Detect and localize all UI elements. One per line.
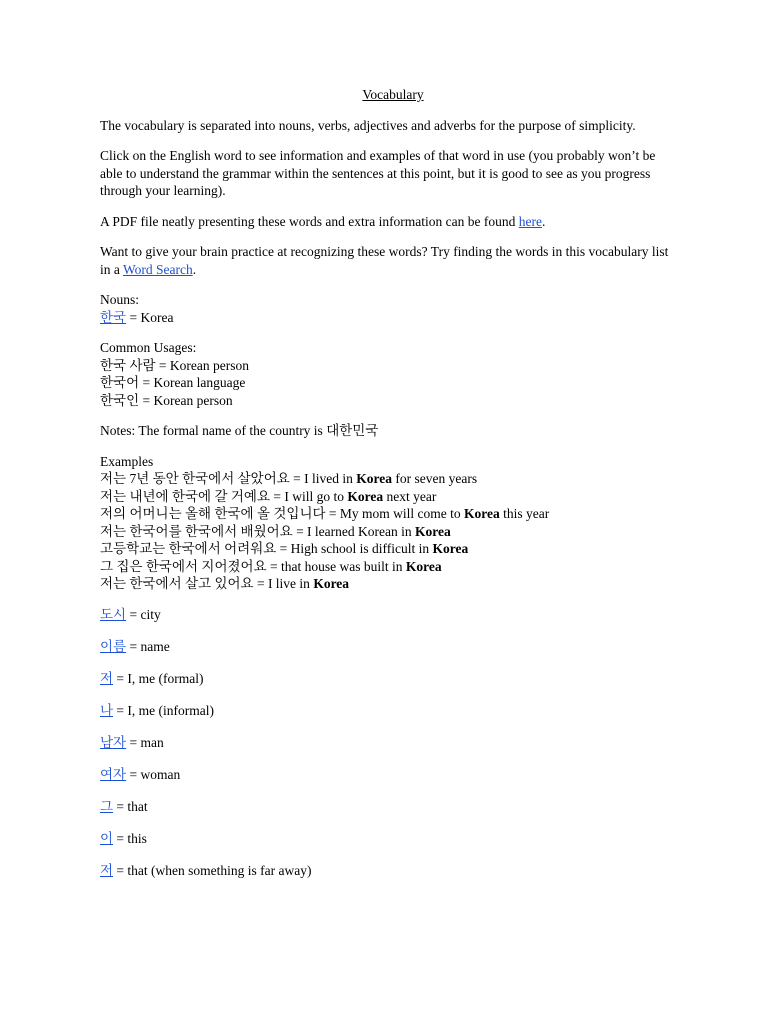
example-sentence bbox=[100, 470, 680, 488]
vocab-meaning: = I, me (informal) bbox=[113, 702, 215, 718]
example-text: 고등학교는 한국에서 어려워요 = High school is difficult in bbox=[100, 541, 433, 556]
example-text: 저는 한국어를 한국에서 배웠어요 = I learned Korean in bbox=[100, 523, 416, 539]
vocab-entry-that bbox=[100, 798, 680, 816]
example-bold: Korea bbox=[432, 541, 469, 556]
common-usages-section bbox=[100, 339, 680, 409]
notes-text: Notes: The formal name of the country is bbox=[100, 423, 327, 438]
click-info-paragraph: Click on the English word to see information and examples of that word in use (you probably won’t be able to understand the grammar within the sentences at this point, but it is good to see as you progress through your learning). bbox=[100, 148, 656, 198]
intro-paragraph: The vocabulary is separated into nouns, verbs, adjectives and adverbs for the purpose of simplicity. bbox=[100, 117, 636, 133]
word-search-text: Want to give your brain practice at recognizing these words? Try finding the words in this vocabulary list in a bbox=[100, 244, 669, 277]
vocab-meaning: = city bbox=[126, 606, 161, 622]
pdf-here-link[interactable]: here bbox=[518, 213, 543, 229]
example-sentence bbox=[100, 505, 680, 523]
vocab-meaning: = name bbox=[126, 638, 170, 654]
example-text: 저의 어머니는 올해 한국에 올 것입니다 = My mom will come to bbox=[100, 506, 465, 521]
examples-section bbox=[100, 453, 680, 593]
example-sentence bbox=[100, 558, 680, 576]
nouns-heading: Nouns: bbox=[100, 292, 140, 307]
vocab-meaning: = that (when something is far away) bbox=[113, 862, 312, 878]
common-usage-item: 한국 사람 = Korean person bbox=[100, 357, 249, 373]
example-bold: Korea bbox=[464, 506, 500, 521]
example-bold: Korea bbox=[415, 523, 451, 539]
document-content bbox=[100, 86, 680, 894]
example-sentence bbox=[100, 575, 680, 593]
example-text: 그 집은 한국에서 지어졌어요 = that house was built in bbox=[100, 558, 406, 574]
example-text: 저는 7년 동안 한국에서 살았어요 = I lived in bbox=[100, 471, 357, 486]
vocab-entry-i-formal bbox=[100, 670, 680, 688]
vocab-entry-name bbox=[100, 638, 680, 656]
pdf-text-end: . bbox=[542, 213, 546, 229]
vocab-meaning: = Korea bbox=[126, 309, 174, 325]
page-title: Vocabulary bbox=[362, 87, 424, 102]
vocab-word-link[interactable]: 도시 bbox=[100, 606, 127, 622]
example-bold: Korea bbox=[313, 576, 350, 591]
word-search-link[interactable]: Word Search bbox=[123, 261, 193, 277]
vocab-word-link[interactable]: 한국 bbox=[100, 309, 127, 325]
vocab-meaning: = that bbox=[113, 798, 148, 814]
vocab-entry-korea bbox=[100, 309, 680, 327]
vocab-meaning: = man bbox=[126, 734, 164, 750]
word-search-text-end: . bbox=[192, 261, 197, 277]
example-sentence bbox=[100, 540, 680, 558]
vocab-entry-woman bbox=[100, 766, 680, 784]
example-text-end: next year bbox=[383, 488, 437, 504]
vocab-word-link[interactable]: 저 bbox=[100, 862, 114, 878]
vocab-word-link[interactable]: 그 bbox=[100, 798, 114, 814]
vocab-entry-that-far bbox=[100, 862, 680, 880]
common-usage-item: 한국어 = Korean language bbox=[100, 375, 246, 390]
pdf-text: A PDF file neatly presenting these words and extra information can be found bbox=[100, 213, 519, 229]
vocab-word-link[interactable]: 저 bbox=[100, 670, 114, 686]
example-text: 저는 내년에 한국에 갈 거예요 = I will go to bbox=[100, 488, 348, 504]
vocab-meaning: = this bbox=[113, 830, 147, 846]
vocab-entry-i-informal bbox=[100, 702, 680, 720]
example-bold: Korea bbox=[356, 471, 393, 486]
vocab-word-link[interactable]: 이 bbox=[100, 830, 114, 846]
vocab-word-link[interactable]: 여자 bbox=[100, 766, 127, 782]
example-text: 저는 한국에서 살고 있어요 = I live in bbox=[100, 576, 314, 591]
vocab-entry-man bbox=[100, 734, 680, 752]
common-usage-item: 한국인 = Korean person bbox=[100, 392, 233, 408]
example-bold: Korea bbox=[405, 558, 442, 574]
common-usages-heading: Common Usages: bbox=[100, 340, 197, 355]
vocab-meaning: = woman bbox=[126, 766, 181, 782]
examples-heading: Examples bbox=[100, 453, 154, 469]
vocab-word-link[interactable]: 이름 bbox=[100, 638, 127, 654]
vocab-meaning: = I, me (formal) bbox=[113, 670, 204, 686]
example-text-end: this year bbox=[499, 506, 550, 521]
word-search-paragraph bbox=[100, 243, 680, 278]
pdf-paragraph bbox=[100, 213, 680, 231]
example-text-end: for seven years bbox=[392, 471, 478, 486]
example-sentence bbox=[100, 523, 680, 541]
vocab-word-link[interactable]: 나 bbox=[100, 702, 114, 718]
vocab-entry-city bbox=[100, 606, 680, 624]
vocab-entry-this bbox=[100, 830, 680, 848]
nouns-section bbox=[100, 291, 680, 326]
notes-korean: 대한민국 bbox=[326, 423, 379, 438]
example-sentence bbox=[100, 488, 680, 506]
example-bold: Korea bbox=[347, 488, 384, 504]
vocab-word-link[interactable]: 남자 bbox=[100, 734, 127, 750]
notes-paragraph bbox=[100, 422, 680, 440]
